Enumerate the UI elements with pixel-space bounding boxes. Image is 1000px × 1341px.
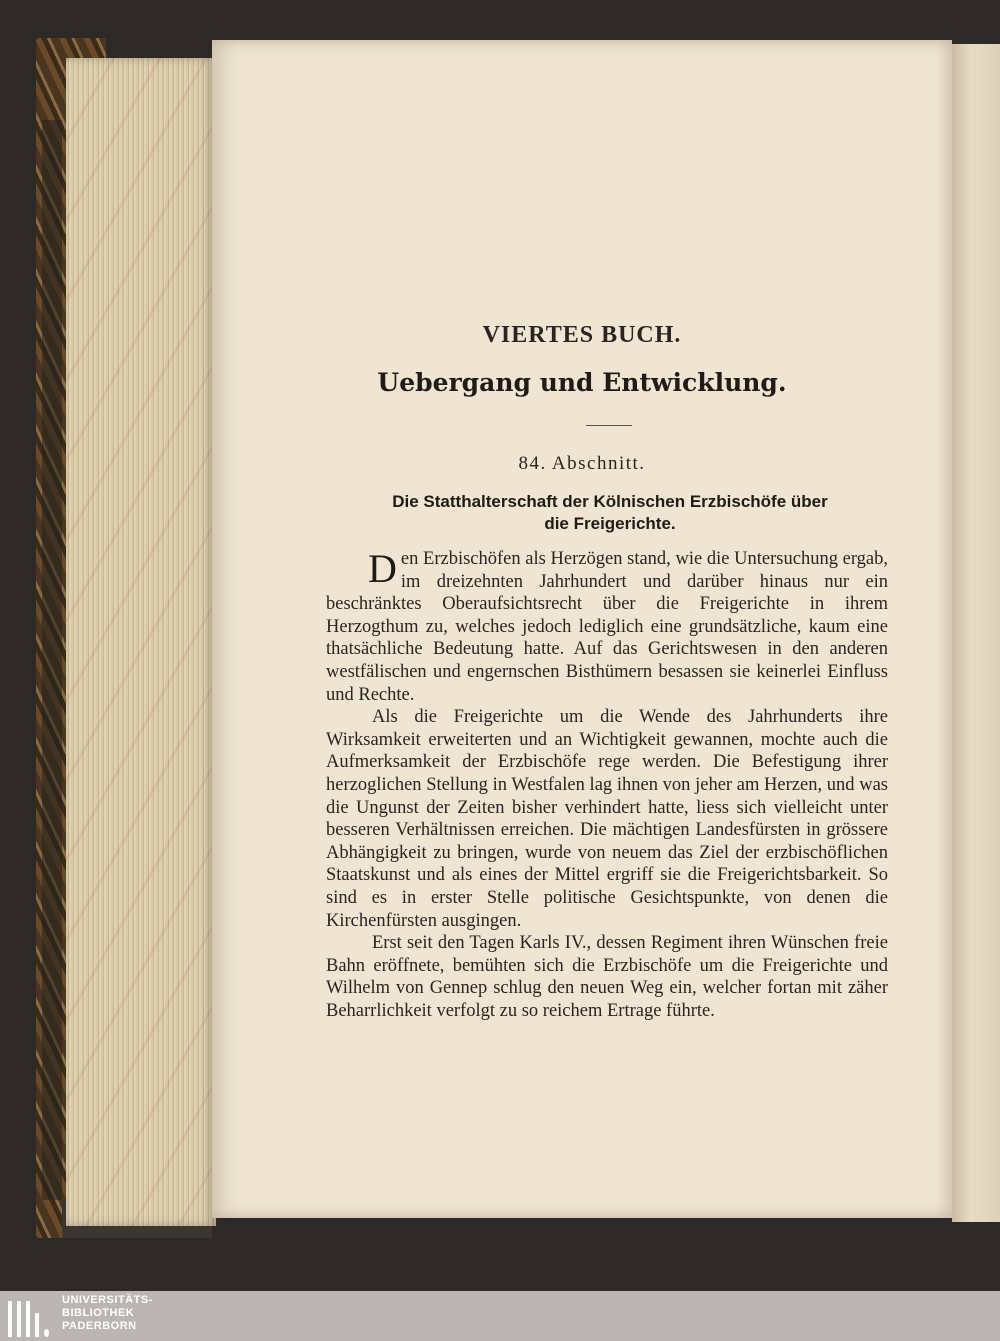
section-number: 84. Abschnitt. — [518, 453, 646, 474]
section-title — [360, 491, 860, 535]
page-edges — [66, 58, 216, 1226]
book-title: Uebergang und Entwicklung. — [377, 368, 787, 397]
drop-cap: D — [368, 546, 397, 591]
paragraph-1 — [326, 548, 888, 706]
library-logo-icon — [8, 1295, 52, 1337]
section-title-line-2: die Freigerichte. — [544, 514, 676, 533]
paragraph-3: Erst seit den Tagen Karls IV., dessen Regiment ihren Wünschen freie Bahn eröffnete, bemühten sich die Erzbischöfe um die Freigerichte und Wilhelm von Gennep schlug den neuen Weg ein, welcher fortan mit zäher Beharrlichkeit verfolgt zu so reichem Ertrage führte. — [326, 933, 888, 1021]
book-spine — [42, 120, 62, 1200]
logo-line-3: PADERBORN — [62, 1320, 137, 1332]
logo-line-1: UNIVERSITÄTS- — [62, 1294, 153, 1306]
library-logo-text — [62, 1294, 153, 1333]
logo-line-2: BIBLIOTHEK — [62, 1307, 135, 1319]
book-heading: VIERTES BUCH. — [482, 322, 682, 348]
next-page-edge — [952, 44, 1000, 1222]
paragraph-2: Als die Freigerichte um die Wende des Jahrhunderts ihre Wirksamkeit erweiterten und an Wichtigkeit gewannen, mochte auch die Aufmerksamkeit der Erzbischöfe rege werden. Die Befestigung ihrer herzoglichen Stellung in Westfalen lag ihnen von jeher am Herzen, und was die Ungunst der Zeiten bisher verhindert hatte, liess sich vielleicht unter besseren Verhältnissen erreichen. Die mächtigen Landesfürsten in grössere Abhängigkeit zu bringen, wurde von neuem das Ziel der erzbischöflichen Staatskunst und als eines der Mittel ergriff sie die Freigerichtsbarkeit. So sind es in erster Stelle politische Gesichtspunkte, von denen die Kirchenfürsten ausgingen. — [326, 707, 888, 931]
section-title-line-1: Die Statthalterschaft der Kölnischen Erzbischöfe über — [392, 492, 828, 511]
body-text — [326, 548, 888, 1022]
divider-rule — [586, 425, 632, 426]
library-footer — [0, 1291, 1000, 1341]
paragraph-1-text: en Erzbischöfen als Herzögen stand, wie die Untersuchung ergab, im dreizehnten Jahrhundert und darüber hinaus nur ein beschränktes Oberaufsichtsrecht über die Freigerichte in ihrem Herzogthum zu, welches jedoch lediglich eine grundsätzliche, kaum eine thatsächliche Bedeutung hatte. Auf das Gerichtswesen in den anderen westfälischen und engernschen Bisthümern besassen sie keinerlei Einfluss und Rechte. — [326, 549, 888, 705]
